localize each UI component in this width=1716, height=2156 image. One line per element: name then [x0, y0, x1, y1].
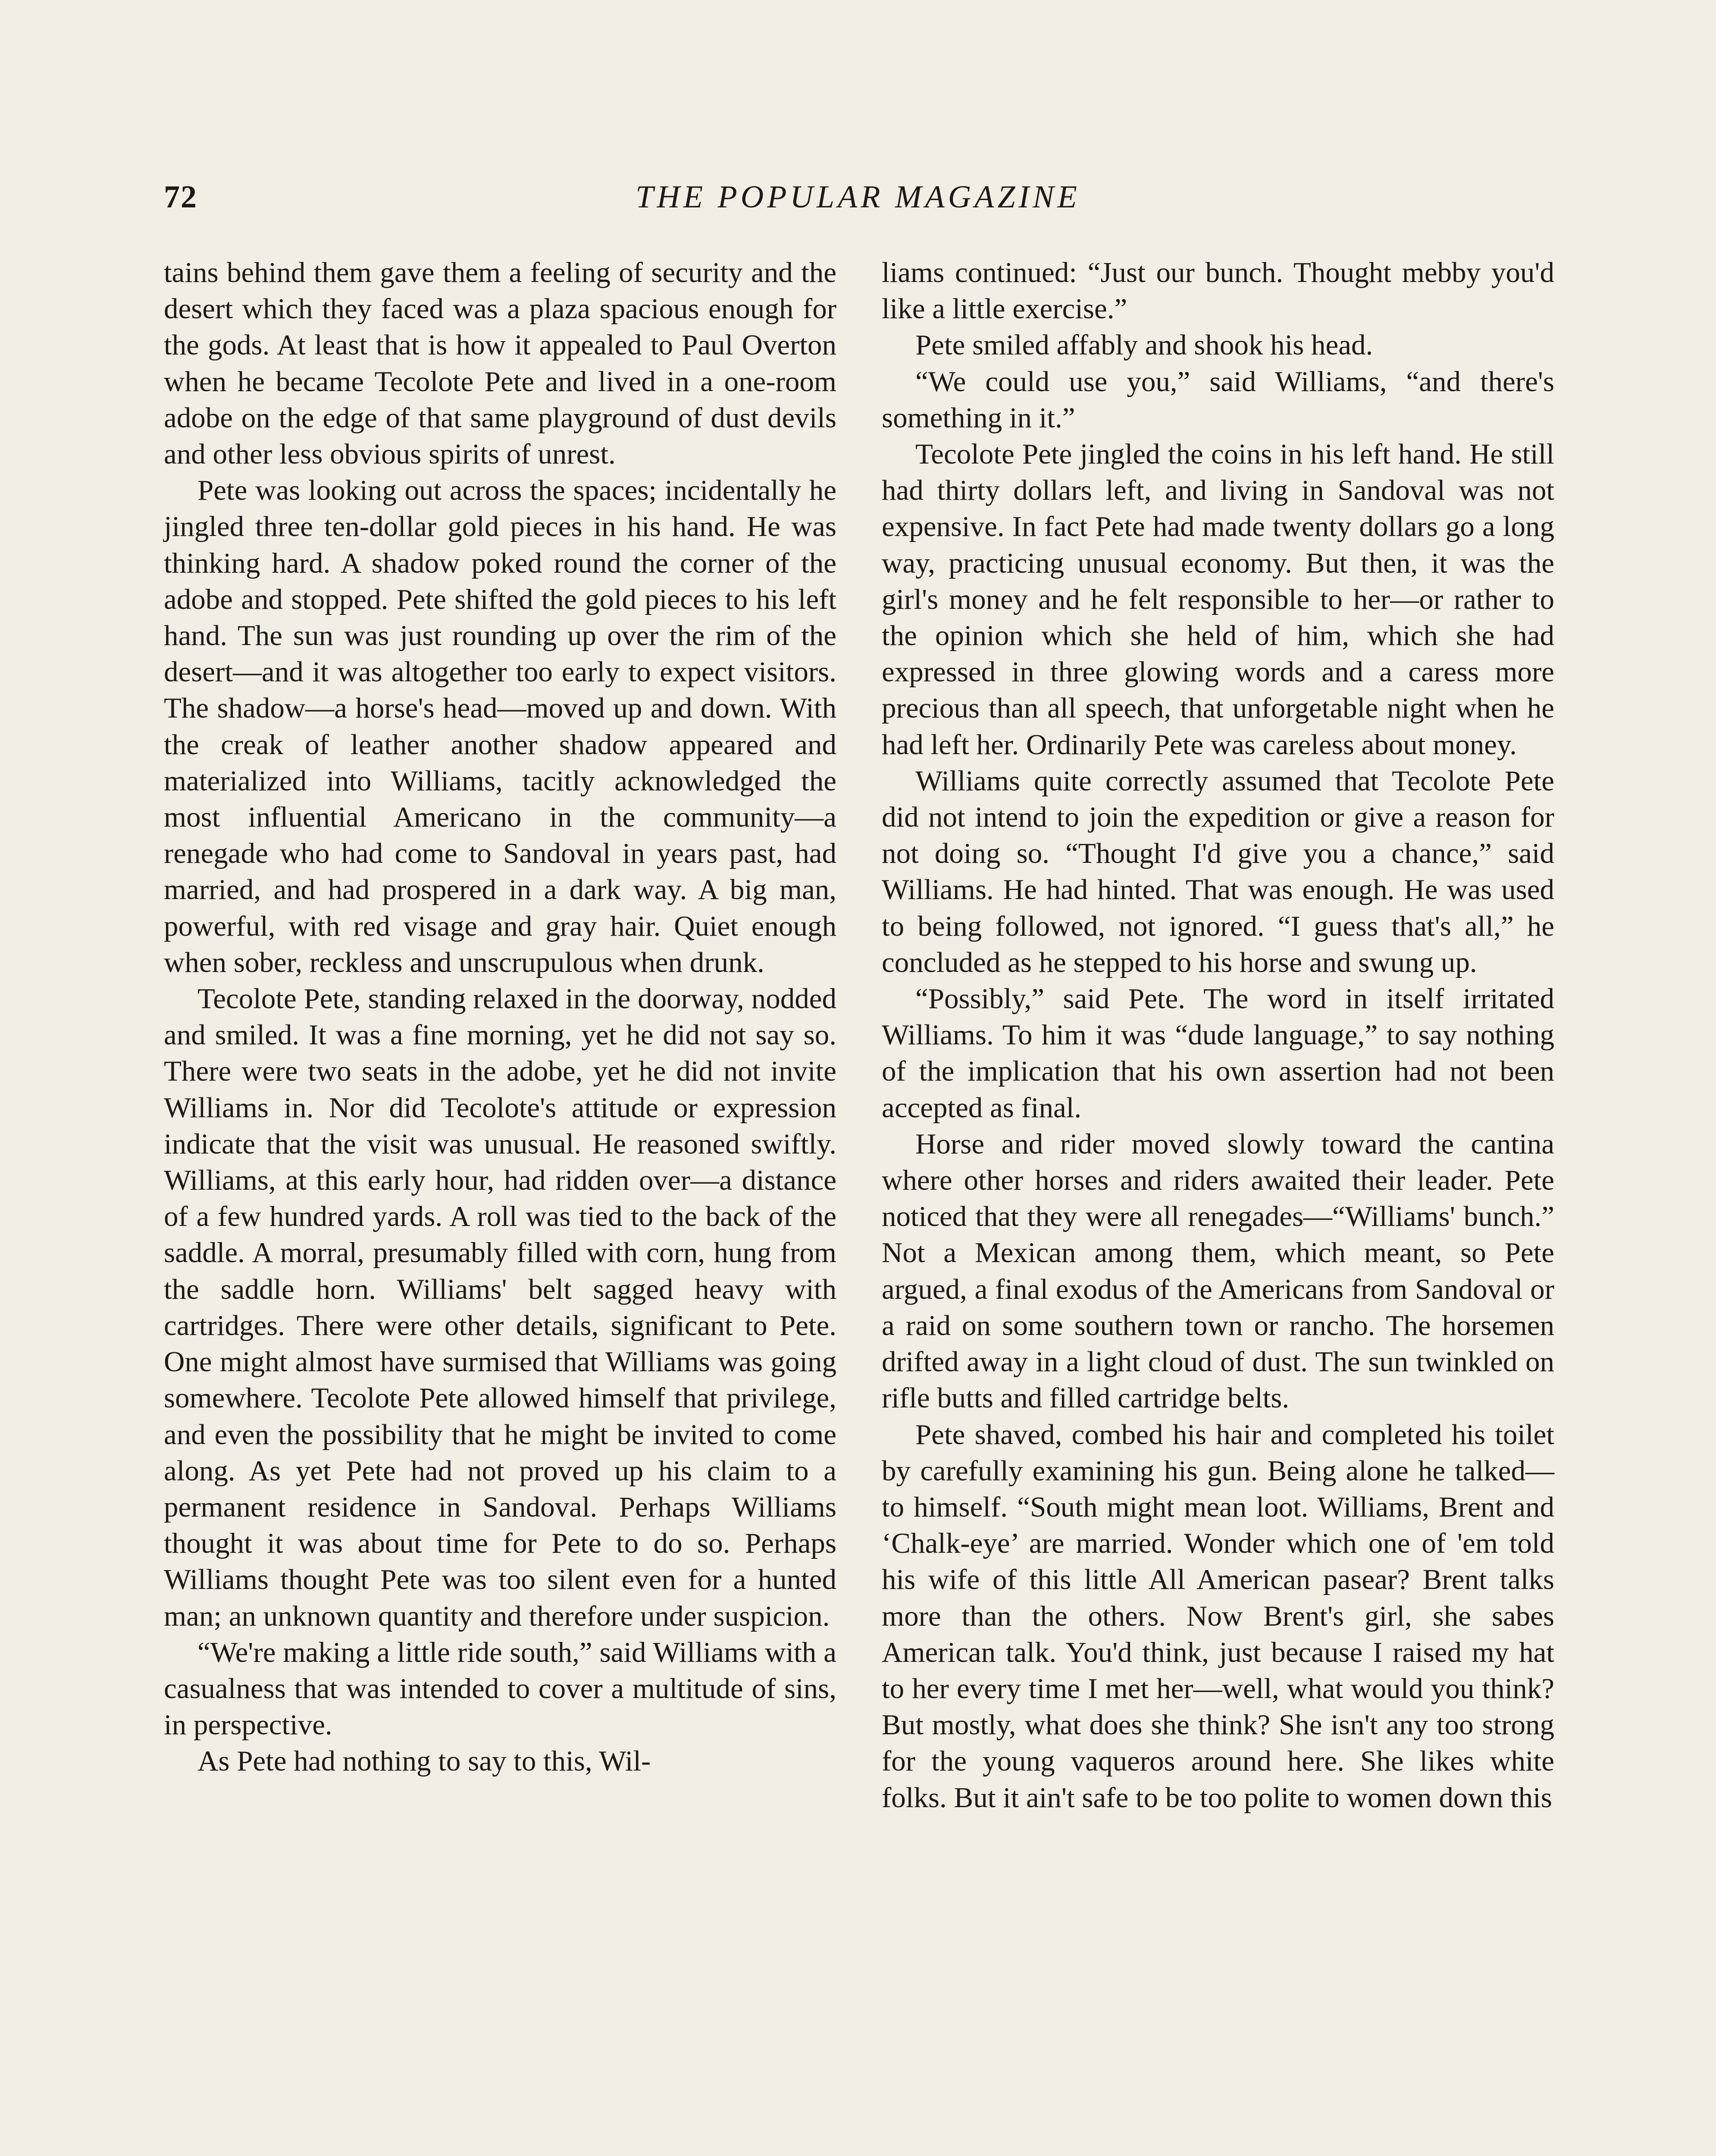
running-title: THE POPULAR MAGAZINE	[636, 179, 1080, 215]
page-number: 72	[164, 179, 197, 215]
page-header	[164, 179, 1552, 231]
right-column	[882, 254, 1554, 1816]
paragraph: “We're making a little ride south,” said Williams with a casualness that was intended to cover a multitude of sins, in perspective.	[164, 1636, 836, 1741]
paragraph: As Pete had nothing to say to this, Wil-	[197, 1745, 651, 1777]
paragraph: Tecolote Pete, standing relaxed in the doorway, nodded and smiled. It was a fine morning, yet he did not say so. There were two seats in the adobe, yet he did not invite Williams in. Nor did Tecolote's attitude or expression indicate that the visit was unusual. He reasoned swiftly. Williams, at this early hour, had ridden over—a distance of a few hundred yards. A roll was tied to the back of the saddle. A morral, presumably filled with corn, hung from the saddle horn. Williams' belt sagged heavy with cartridges. There were other details, significant to Pete. One might almost have surmised that Williams was going somewhere. Tecolote Pete allowed himself that privilege, and even the possibility that he might be invited to come along. As yet Pete had not proved up his claim to a permanent residence in Sandoval. Perhaps Williams thought it was about time for Pete to do so. Perhaps Williams thought Pete was too silent even for a hunted man; an unknown quantity and therefore under suspicion.	[164, 983, 836, 1632]
paragraph: tains behind them gave them a feeling of security and the desert which they faced was a plaza spacious enough for the gods. At least that is how it appealed to Paul Overton when he became Tecolote Pete and lived in a one-room adobe on the edge of that same playground of dust devils and other less obvious spirits of unrest.	[164, 257, 836, 470]
paragraph: Pete was looking out across the spaces; incidentally he jingled three ten-dollar gold pieces in his hand. He was thinking hard. A shadow poked round the corner of the adobe and stopped. Pete shifted the gold pieces to his left hand. The sun was just rounding up over the rim of the desert—and it was altogether too early to expect visitors. The shadow—a horse's head—moved up and down. With the creak of leather another shadow appeared and materialized into Williams, tacitly acknowledged the most influential Americano in the community—a renegade who had come to Sandoval in years past, had married, and had prospered in a dark way. A big man, powerful, with red visage and gray hair. Quiet enough when sober, reckless and unscrupulous when drunk.	[164, 474, 836, 978]
paragraph: liams continued: “Just our bunch. Thought mebby you'd like a little exercise.”	[882, 257, 1554, 325]
paragraph: Tecolote Pete jingled the coins in his left hand. He still had thirty dollars left, and living in Sandoval was not expensive. In fact Pete had made twenty dollars go a long way, practicing unusual economy. But then, it was the girl's money and he felt responsible to her—or rather to the opinion which she held of him, which she had expressed in three glowing words and a caress more precious than all speech, that unforgetable night when he had left her. Ordinarily Pete was careless about money.	[882, 438, 1554, 761]
paragraph: Williams quite correctly assumed that Tecolote Pete did not intend to join the expedition or give a reason for not doing so. “Thought I'd give you a chance,” said Williams. He had hinted. That was enough. He was used to being followed, not ignored. “I guess that's all,” he concluded as he stepped to his horse and swung up.	[882, 765, 1554, 978]
paragraph: Pete shaved, combed his hair and completed his toilet by carefully examining his gun. Being alone he talked—to himself. “South might mean loot. Williams, Brent and ‘Chalk-eye’ are married. Wonder which one of 'em told his wife of this little All American pasear? Brent talks more than the others. Now Brent's girl, she sabes American talk. You'd think, just because I raised my hat to her every time I met her—well, what would you think? But mostly, what does she think? She isn't any too strong for the young vaqueros around here. She likes white folks. But it ain't safe to be too polite to women down this	[882, 1418, 1554, 1814]
left-column	[164, 254, 836, 1780]
paragraph: Horse and rider moved slowly toward the cantina where other horses and riders awaited their leader. Pete noticed that they were all renegades—“Williams' bunch.” Not a Mexican among them, which meant, so Pete argued, a final exodus of the Americans from Sandoval or a raid on some southern town or rancho. The horsemen drifted away in a light cloud of dust. The sun twinkled on rifle butts and filled cartridge belts.	[882, 1128, 1554, 1414]
paragraph: Pete smiled affably and shook his head.	[915, 329, 1373, 361]
paragraph: “We could use you,” said Williams, “and there's something in it.”	[882, 365, 1554, 434]
paragraph: “Possibly,” said Pete. The word in itself irritated Williams. To him it was “dude language,” to say nothing of the implication that his own assertion had not been accepted as final.	[882, 983, 1554, 1124]
